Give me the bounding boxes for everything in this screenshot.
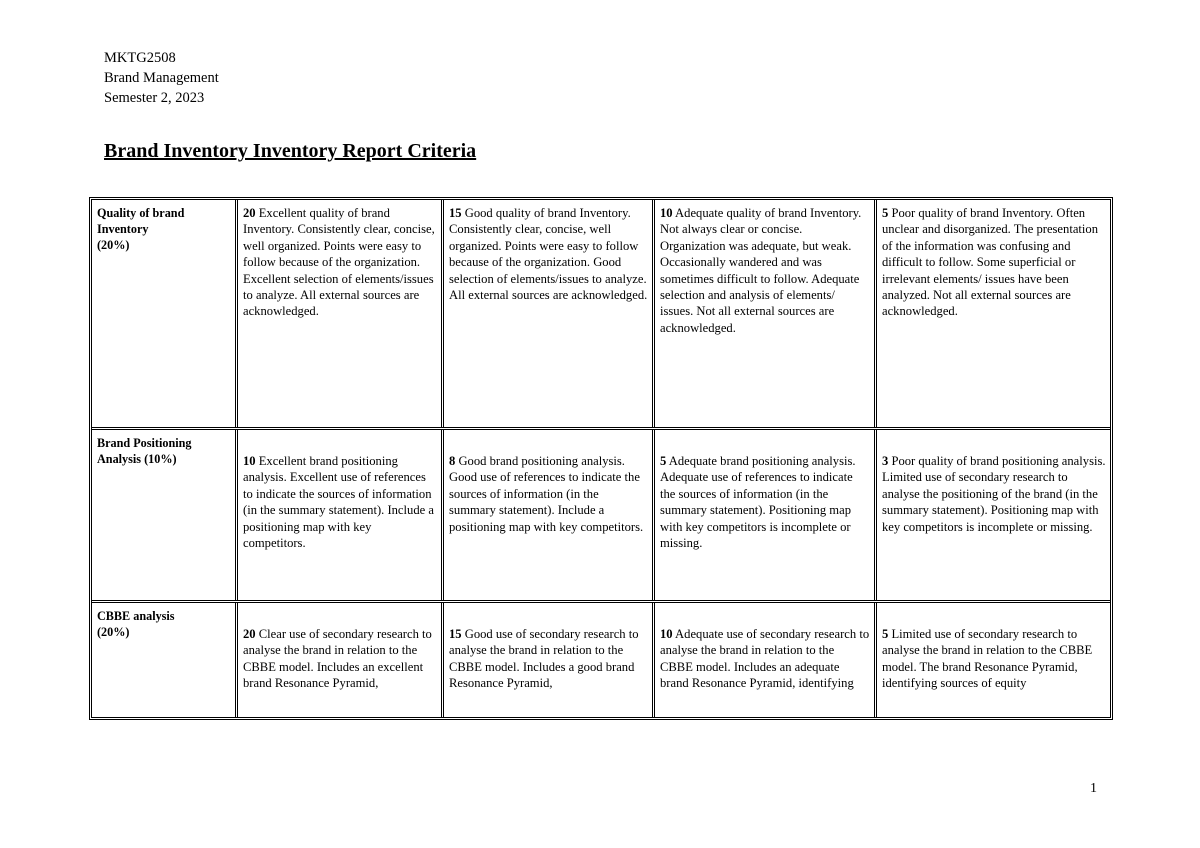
score: 8 (449, 454, 456, 468)
score: 20 (243, 206, 256, 220)
description: Excellent brand positioning analysis. Excellent use of references to indicate the sources of information (in the summary statement). Include a positioning map with key competitors. (243, 454, 434, 551)
level-cell (874, 603, 1110, 717)
level-cell (235, 200, 441, 427)
level-cell (652, 200, 874, 427)
level-cell (235, 603, 441, 717)
level-cell (652, 430, 874, 600)
description: Good use of secondary research to analyse the brand in relation to the CBBE model. Includes a good brand Resonance Pyramid, (449, 627, 639, 691)
description: Adequate brand positioning analysis. Adequate use of references to indicate the sources of information (in the summary statement). Positioning map with key competitors is incomplete or missing. (660, 454, 856, 551)
criterion-cell: Brand Positioning Analysis (10%) (97, 436, 192, 466)
course-code: MKTG2508 (104, 50, 176, 66)
level-cell (874, 430, 1110, 600)
level-cell (235, 430, 441, 600)
score: 5 (882, 627, 889, 641)
course-name: Brand Management (104, 70, 219, 86)
score: 10 (243, 454, 256, 468)
rubric-row-positioning (92, 427, 1110, 600)
level-cell (441, 430, 652, 600)
description: Good brand positioning analysis. Good use of references to indicate the sources of information (in the summary statement). Include a positioning map with key competitors. (449, 454, 644, 534)
description: Good quality of brand Inventory. Consistently clear, concise, well organized. Points were easy to follow because of the organization. Good selection of elements/issues to analyze. All external sources are acknowledged. (449, 206, 648, 303)
criterion-cell: CBBE analysis (20%) (97, 609, 175, 639)
score: 20 (243, 627, 256, 641)
score: 15 (449, 206, 462, 220)
level-cell (874, 200, 1110, 427)
score: 10 (660, 206, 673, 220)
level-cell (441, 603, 652, 717)
score: 10 (660, 627, 673, 641)
description: Clear use of secondary research to analyse the brand in relation to the CBBE model. Includes an excellent brand Resonance Pyramid, (243, 627, 432, 691)
description: Adequate quality of brand Inventory. Not always clear or concise. Organization was adequate, but weak. Occasionally wandered and was sometimes difficult to follow. Adequate selection and analysis of elements/ issues. Not all external sources are acknowledged. (660, 206, 862, 335)
description: Adequate use of secondary research to analyse the brand in relation to the CBBE model. Includes an adequate brand Resonance Pyramid, identifying (660, 627, 870, 691)
description: Excellent quality of brand Inventory. Consistently clear, concise, well organized. Points were easy to follow because of the organization. Excellent selection of elements/issues to analyze. All external sources are acknowledged. (243, 206, 435, 319)
score: 3 (882, 454, 889, 468)
level-cell (652, 603, 874, 717)
rubric-table (89, 197, 1113, 720)
page-number: 1 (1090, 781, 1097, 796)
score: 5 (660, 454, 667, 468)
semester: Semester 2, 2023 (104, 90, 205, 106)
document-header (104, 48, 219, 108)
rubric-row-cbbe (92, 600, 1110, 717)
score: 5 (882, 206, 889, 220)
rubric-row-quality (92, 200, 1110, 427)
criterion-cell: Quality of brand Inventory (20%) (97, 206, 185, 252)
score: 15 (449, 627, 462, 641)
description: Poor quality of brand positioning analysis. Limited use of secondary research to analyse the positioning of the brand (in the summary statement). Positioning map with key competitors is incomplete or missing. (882, 454, 1106, 534)
description: Limited use of secondary research to analyse the brand in relation to the CBBE model. The brand Resonance Pyramid, identifying sources of equity (882, 627, 1093, 691)
level-cell (441, 200, 652, 427)
page-title: Brand Inventory Inventory Report Criteria (104, 140, 477, 162)
description: Poor quality of brand Inventory. Often unclear and disorganized. The presentation of the information was confusing and difficult to follow. Some superficial or irrelevant elements/ issues have been analyzed. Not all external sources are acknowledged. (882, 206, 1098, 319)
